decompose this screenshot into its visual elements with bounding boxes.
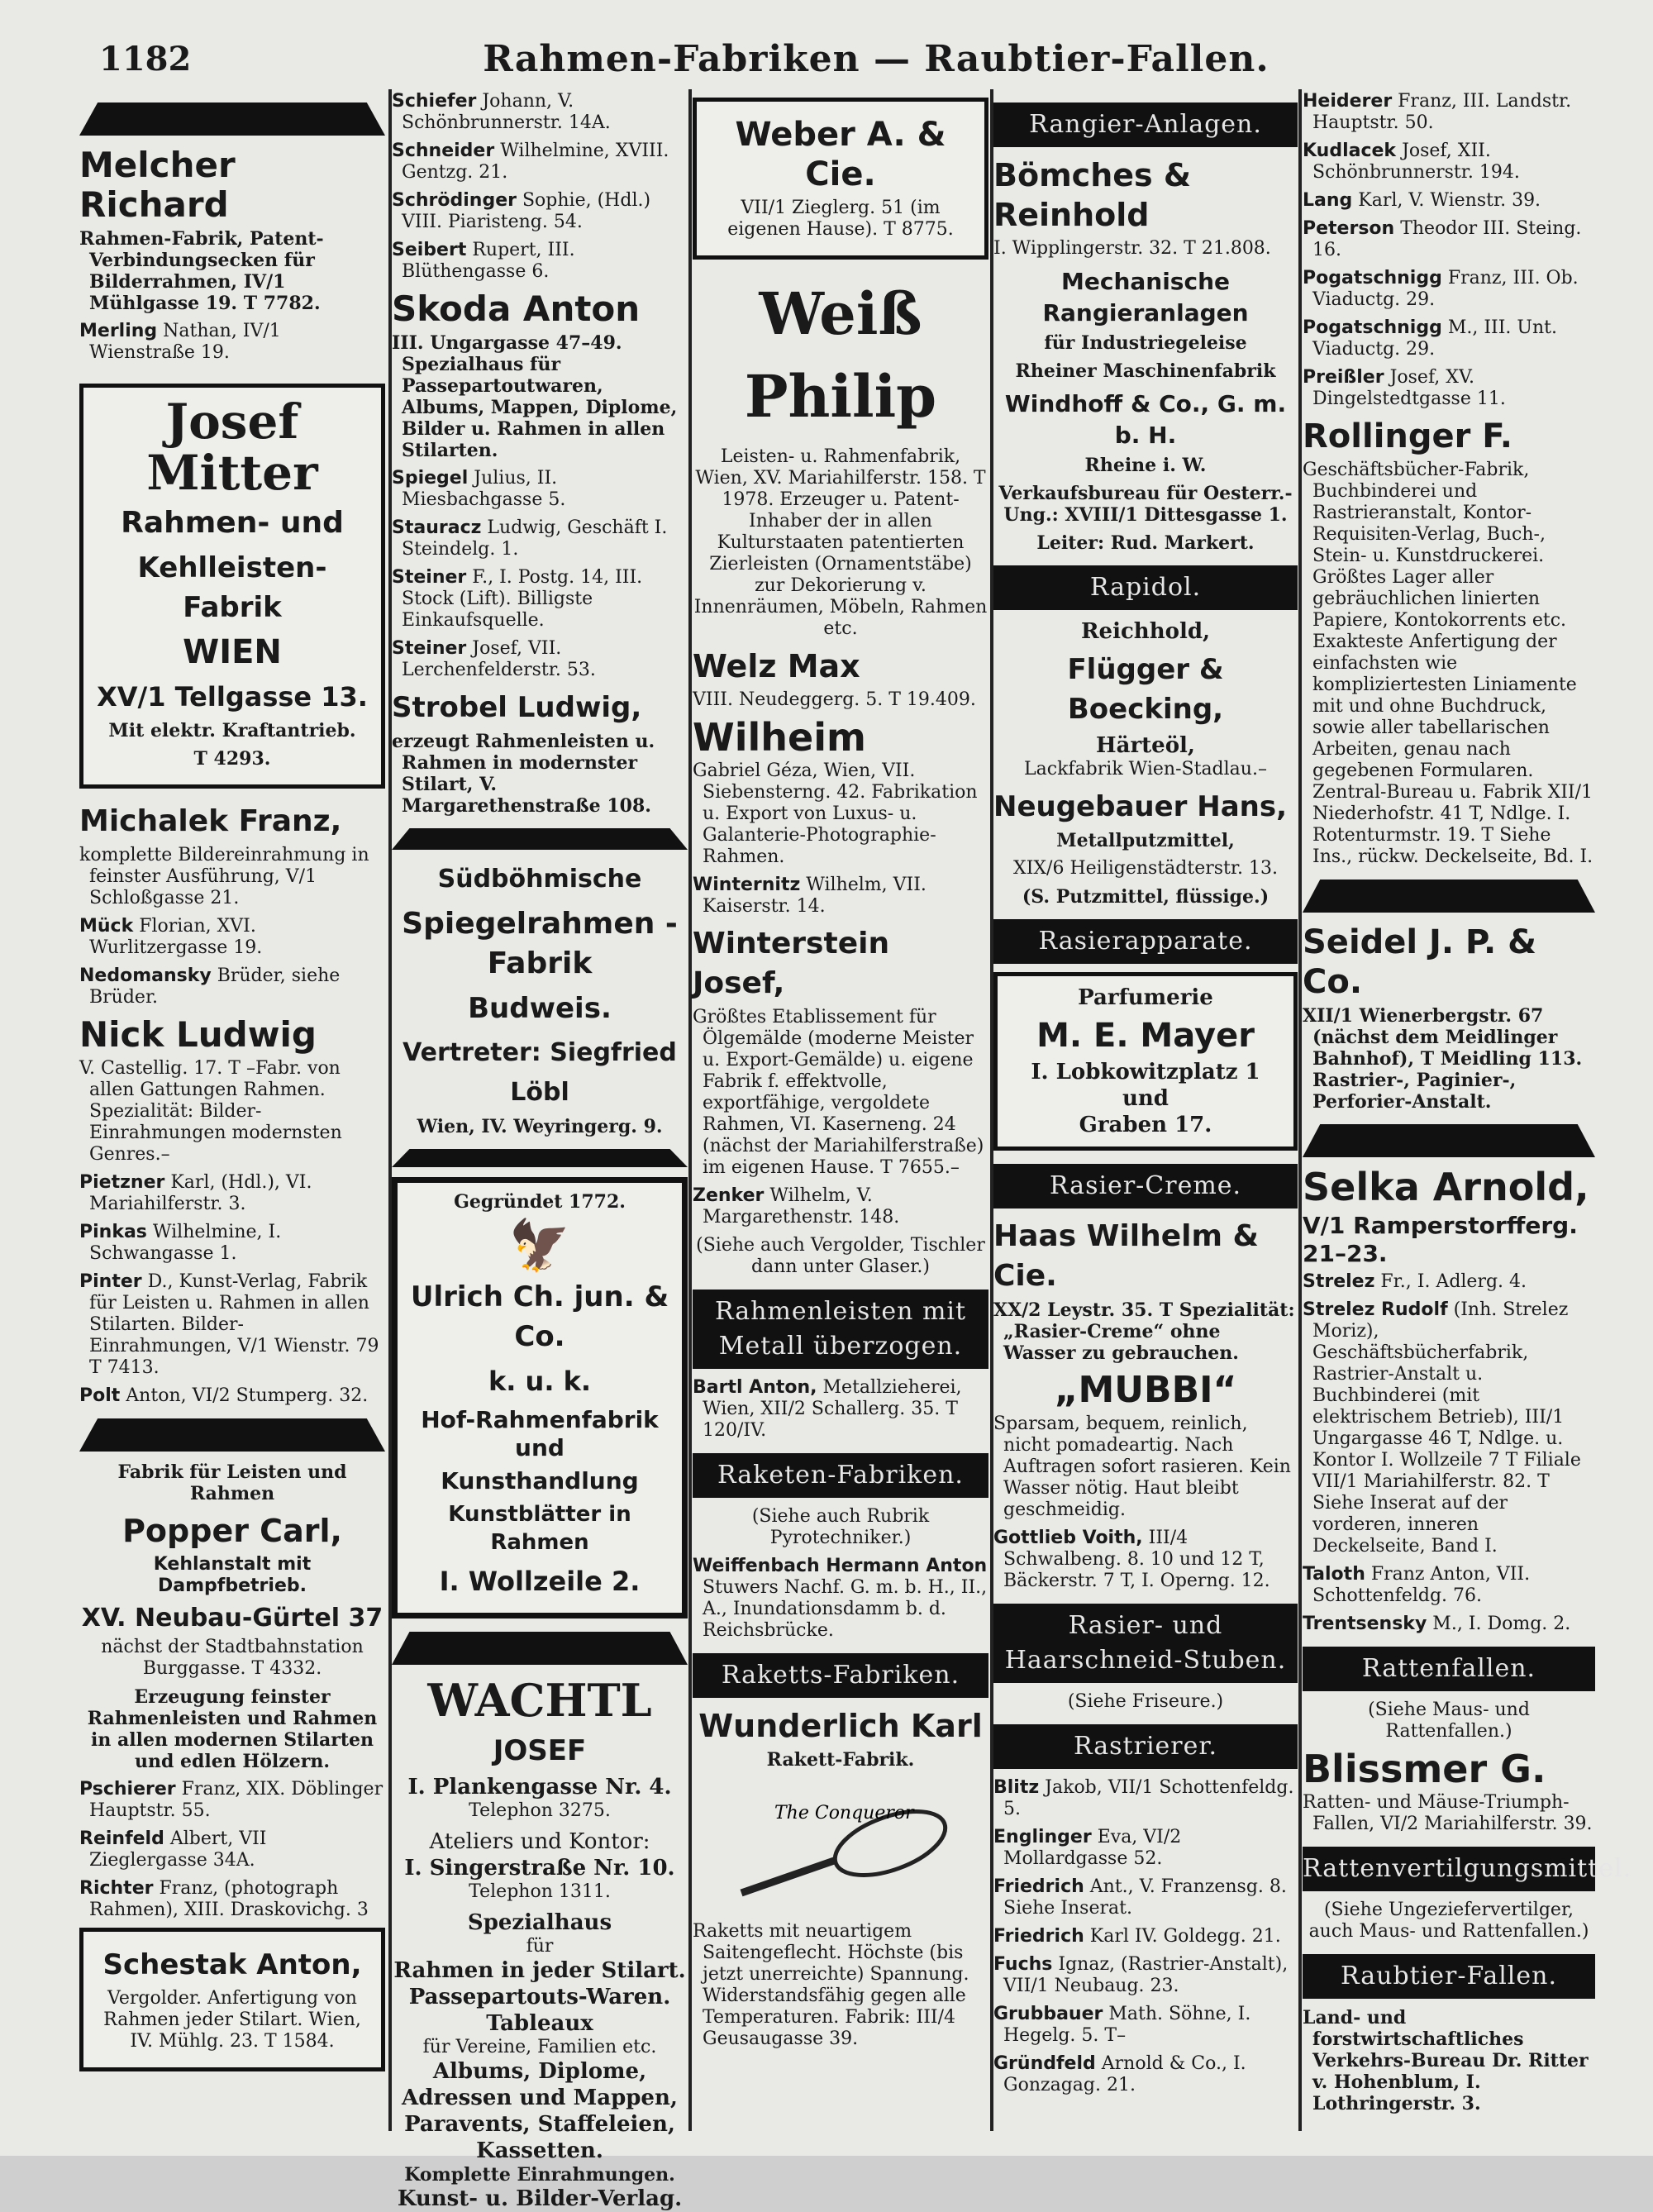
ad-line: Parfumerie — [1078, 985, 1213, 1010]
listing-text: D., Kunst-Verlag, Fabrik für Leisten u. Rahmen in allen Stilarten. Bilder-Einrahmungen, V/1 Wienstr. 79 T 7413. — [89, 1271, 379, 1378]
listing-name: Stauracz — [392, 517, 482, 538]
page-title: Rahmen-Fabriken — Raubtier-Fallen. — [483, 38, 1270, 80]
listing-entry — [392, 567, 688, 632]
listing-text: Arnold & Co., I. Gonzagag. 21. — [1003, 2053, 1246, 2095]
ad-line: Leiter: Rud. Markert. — [1036, 532, 1255, 554]
listing-name: Mück — [79, 916, 134, 937]
listing-name: Spiegel — [392, 468, 469, 489]
listing-text: Karl, V. Wienstr. 39. — [1358, 190, 1541, 211]
listing-entry — [79, 1779, 385, 1822]
listing-text: Wilhelmine, XVIII. Gentzg. 21. — [402, 141, 669, 183]
ad-line: Tableaux — [486, 2011, 593, 2036]
listing-entry — [392, 240, 688, 283]
listing-text: Stuwers Nachf. G. m. b. H., II., A., Inundationsdamm b. d. Reichsbrücke. — [703, 1577, 988, 1641]
listing-name: Zenker — [693, 1185, 765, 1206]
ad-name: Popper Carl, — [122, 1513, 342, 1549]
listing-strobel — [392, 688, 688, 817]
listing-name: Michalek Franz, — [79, 804, 342, 838]
listing-name: Gottlieb Voith, — [993, 1528, 1143, 1548]
ad-ulrich — [392, 1177, 688, 1618]
ad-line: Mechanische Rangieranlagen — [1042, 268, 1249, 327]
ad-line: Windhoff & Co., G. m. b. H. — [1004, 390, 1287, 449]
column-2 — [392, 91, 688, 2211]
listing-text: VIII. Neudeggerg. 5. T 19.409. — [693, 689, 976, 710]
listing-name: Pinkas — [79, 1222, 147, 1242]
listing-name: Merling — [79, 321, 158, 341]
ad-line: Rakett-Fabrik. — [766, 1749, 915, 1771]
listing-entry — [1303, 141, 1595, 184]
listing-entry — [993, 1926, 1298, 1947]
ad-text: Raketts mit neuartigem Saitengeflecht. Höchste (bis jetzt unerreichte) Spannung. Widerstandsfähig gegen alle Temperaturen. Fabrik: III/4 Geusaugasse 39. — [693, 1921, 969, 2049]
listing-entry — [1303, 1271, 1595, 1293]
listing-melcher — [79, 145, 385, 314]
listing-name: Englinger — [993, 1827, 1092, 1847]
listing-text: Florian, XVI. Wurlitzergasse 19. — [89, 916, 263, 958]
listing-entry — [392, 91, 688, 134]
listing-text: M., I. Domg. 2. — [1432, 1614, 1571, 1634]
ornament-bar — [392, 1632, 688, 1665]
column-1 — [79, 91, 385, 2124]
listing-text: Anton, VI/2 Stumperg. 32. — [126, 1385, 369, 1406]
listing-name: Richter — [79, 1878, 154, 1899]
listing-michalek — [79, 802, 385, 909]
listing-name: Reinfeld — [79, 1828, 164, 1849]
listing-subtitle: Metallputzmittel, — [1056, 830, 1235, 851]
listing-name: Blitz — [993, 1777, 1040, 1798]
listing-name: Kudlacek — [1303, 141, 1397, 161]
section-heading: Rahmenleisten mit Metall überzogen. — [693, 1290, 988, 1369]
section-heading: Rapidol. — [993, 565, 1298, 610]
listing-entry — [1303, 1299, 1595, 1557]
listing-text: Nathan, IV/1 Wienstraße 19. — [89, 321, 281, 363]
ad-line: k. u. k. — [488, 1366, 592, 1397]
listing-entry — [79, 1172, 385, 1215]
listing-entry — [79, 1878, 385, 1921]
ad-line: Passepartouts-Waren. — [408, 1985, 671, 2009]
listing-text: Geschäftsbücher-Fabrik, Buchbinderei und Rastrieranstalt, Kontor-Requisiten-Verlag, Buch-, Stein- u. Kunstdruckerei. Größtes Lager aller gebräuchlichen linierten Papiere, Kontokorrents etc. Exakteste Anfertigung der einfachsten wie kompliziertesten Liniamente mit und ohne Buchdruck, sowie aller tabellarischen Arbeiten, genau nach gegebenen Formularen. Zentral-Bureau u. Fabrik XII/1 Niederhofstr. 41 T, Ndlge. I. Rotenturmstr. 19. T Siehe Ins., rückw. Deckelseite, Bd. I. — [1303, 460, 1593, 867]
listing-text: V. Castellig. 17. T –Fabr. von allen Gattungen Rahmen. Spezialität: Bilder-Einrahmungen modernsten Genres.– — [79, 1058, 342, 1165]
ad-schestak — [79, 1928, 385, 2071]
listing-name: Seibert — [392, 240, 467, 260]
ad-line: für — [526, 1936, 554, 1957]
column-3 — [693, 91, 988, 2124]
ad-reichhold — [993, 618, 1298, 780]
ad-line: Wien, IV. Weyringerg. 9. — [417, 1116, 663, 1137]
ad-line: Ateliers und Kontor: — [429, 1829, 650, 1854]
listing-welz — [693, 646, 988, 711]
brand-label: The Conqueror — [774, 1803, 914, 1823]
listing-text: Josef, XV. Dingelstedtgasse 11. — [1312, 367, 1506, 409]
listing-haas — [993, 1217, 1298, 1364]
listing-name: Neugebauer Hans, — [993, 790, 1288, 823]
listing-merling — [79, 321, 385, 364]
ad-spiegelrahmen — [392, 860, 688, 1137]
listing-name: Steiner — [392, 567, 467, 588]
ad-rangieranlagen — [993, 266, 1298, 554]
ad-line: Graben 17. — [1079, 1113, 1212, 1137]
ad-line: VII/1 Zieglerg. 51 (im eigenen Hause). T 8775. — [727, 198, 954, 240]
section-heading: Raketen-Fabriken. — [693, 1453, 988, 1498]
listing-text: XX/2 Leystr. 35. T Spezialität: „Rasier-Creme“ ohne Wasser zu gebrauchen. — [993, 1299, 1295, 1364]
listing-text: Josef, XII. Schönbrunnerstr. 194. — [1312, 141, 1520, 183]
section-heading: Rastrierer. — [993, 1724, 1298, 1769]
listing-entry — [392, 517, 688, 560]
ad-selka — [1303, 1167, 1595, 1268]
listing-name: Pinter — [79, 1271, 142, 1292]
ad-line: Josef Mitter — [146, 393, 318, 501]
ad-line: Vergolder. Anfertigung von Rahmen jeder Stilart. Wien, IV. Mühlg. 23. T 1584. — [103, 1988, 361, 2052]
ad-line: Rahmen in jeder Stilart. — [393, 1958, 686, 1983]
ad-line: für Vereine, Familien etc. — [422, 2037, 657, 2057]
ad-name: Schestak Anton, — [102, 1948, 362, 1981]
listing-entry — [79, 916, 385, 959]
section-heading: Raketts-Fabriken. — [693, 1653, 988, 1698]
ornament-bar — [1303, 1124, 1595, 1157]
listing-name: Pogatschnigg — [1303, 317, 1442, 338]
ad-line: I. Singerstraße Nr. 10. — [404, 1856, 675, 1881]
ad-line: Gegründet 1772. — [454, 1191, 626, 1213]
listing-text: Josef, VII. Lerchenfelderstr. 53. — [402, 638, 596, 680]
ad-line: Ulrich Ch. jun. & Co. — [410, 1280, 669, 1353]
listing-name: Nedomansky — [79, 965, 212, 986]
listing-text: Rahmen-Fabrik, Patent-Verbindungsecken für Bilderrahmen, IV/1 Mühlgasse 19. T 7782. — [79, 228, 324, 314]
listing-entry — [1303, 218, 1595, 261]
listing-name: Lang — [1303, 190, 1353, 211]
page-number: 1182 — [99, 40, 192, 79]
section-heading: Rasier-Creme. — [993, 1164, 1298, 1208]
listing-text: Karl, (Hdl.), VI. Mariahilferstr. 3. — [89, 1172, 312, 1214]
listing-name: Pietzner — [79, 1172, 165, 1193]
listing-text: komplette Bildereinrahmung in feinster Ausführung, V/1 Schloßgasse 21. — [79, 845, 369, 908]
listing-boemches — [993, 155, 1298, 260]
listing-text: Gabriel Géza, Wien, VII. Siebensterng. 42. Fabrikation u. Export von Luxus- u. Galanterie-Photographie-Rahmen. — [693, 760, 978, 867]
listing-winterstein — [693, 924, 988, 1179]
ad-name: Selka Arnold, — [1303, 1165, 1589, 1209]
listing-name: Strelez Rudolf — [1303, 1299, 1448, 1320]
ad-name: „MUBBI“ — [1054, 1369, 1237, 1411]
page-header — [0, 33, 1653, 83]
cross-reference: (Siehe auch Rubrik Pyrotechniker.) — [751, 1506, 930, 1548]
listing-entry — [993, 1954, 1298, 1997]
listing-entry — [1303, 1614, 1595, 1635]
listing-name: Rollinger F. — [1303, 417, 1512, 455]
ad-mubbi — [993, 1371, 1298, 1592]
listing-text: Franz, (photograph Rahmen), XIII. Draskovichg. 3 — [89, 1878, 369, 1920]
listing-name: Strobel Ludwig, — [392, 691, 642, 724]
ad-line: Budweis. — [468, 992, 612, 1025]
section-heading: Rattenfallen. — [1303, 1647, 1595, 1691]
ad-address: XV. Neubau-Gürtel 37 — [81, 1604, 383, 1633]
listing-entry — [79, 1385, 385, 1407]
ad-line: Flügger & Boecking, — [1067, 653, 1224, 726]
listing-name: Pogatschnigg — [1303, 268, 1442, 288]
listing-text: F., I. Postg. 14, III. Stock (Lift). Billigste Einkaufsquelle. — [402, 567, 643, 631]
ad-line: Spezialhaus — [467, 1910, 612, 1935]
listing-name: Wilheim — [693, 715, 866, 760]
listing-text: I. Wipplingerstr. 32. T 21.808. — [993, 238, 1271, 259]
ad-line: Fabrik für Leisten und Rahmen — [117, 1461, 347, 1504]
listing-name: Pschierer — [79, 1779, 176, 1800]
ornament-bar — [392, 828, 688, 850]
listing-text: III. Ungargasse 47–49. Spezialhaus für Passepartoutwaren, Albums, Mappen, Diplome, Bilder u. Rahmen in allen Stilarten. — [392, 332, 678, 461]
listing-name: Haas Wilhelm & Cie. — [993, 1219, 1259, 1293]
ad-line: Rheine i. W. — [1084, 455, 1207, 476]
listing-entry — [1303, 190, 1595, 212]
listing-name: Peterson — [1303, 218, 1395, 239]
listing-bartl — [693, 1377, 988, 1442]
listing-name: Taloth — [1303, 1564, 1365, 1585]
listing-text: Rupert, III. Blüthengasse 6. — [402, 240, 575, 282]
listing-name: Schneider — [392, 141, 495, 161]
listing-name: Melcher Richard — [79, 145, 236, 225]
listing-entry — [993, 1827, 1298, 1870]
ad-name: Seidel J. P. & Co. — [1303, 923, 1537, 1001]
listing-name: Weiffenbach Hermann Anton — [693, 1556, 988, 1576]
listing-entry — [79, 1828, 385, 1871]
column-5 — [1303, 91, 1632, 2124]
eagle-emblem-icon: 🦅 — [508, 1217, 571, 1275]
ad-mitter — [79, 384, 385, 789]
section-heading: Rattenvertilgungsmittel. — [1303, 1847, 1595, 1891]
listing-name: Bömches & Reinhold — [993, 157, 1192, 233]
ad-line: für Industriegeleise — [1044, 332, 1247, 354]
tennis-racket-icon — [717, 1785, 965, 1909]
listing-name: Nick Ludwig — [79, 1014, 317, 1055]
ad-line: Kunst- u. Bilder-Verlag. — [397, 2186, 683, 2211]
listing-entry: Land- und forstwirtschaftliches Verkehrs-Bureau Dr. Ritter v. Hohenblum, I. Lothringerstr. 3. — [1303, 2007, 1589, 2114]
listing-text: Julius, II. Miesbachgasse 5. — [402, 468, 566, 510]
section-heading: Rasierapparate. — [993, 919, 1298, 964]
listing-name: Gründfeld — [993, 2053, 1096, 2074]
ad-popper — [79, 1461, 385, 1772]
listing-text: III/4 Schwalbeng. 8. 10 und 12 T, Bäckerstr. 7 T, I. Operng. 12. — [1003, 1528, 1270, 1591]
ad-name: Weber A. & Cie. — [735, 116, 946, 193]
listing-name: Schiefer — [392, 91, 477, 112]
listing-entry — [993, 1777, 1298, 1820]
listing-text: Franz, XIX. Döblinger Hauptstr. 55. — [89, 1779, 383, 1821]
ad-text: Ratten- und Mäuse-Triumph-Fallen, VI/2 Mariahilferstr. 39. — [1303, 1792, 1593, 1834]
listing-name: Trentsensky — [1303, 1614, 1427, 1634]
ad-line: XV/1 Tellgasse 13. — [97, 681, 368, 713]
listing-text: Johann, V. Schönbrunnerstr. 14A. — [402, 91, 611, 133]
column-rule — [688, 89, 692, 2131]
ornament-bar — [1303, 880, 1595, 913]
ad-weiss-name: Weiß Philip — [744, 279, 937, 431]
ad-wachtl — [392, 1675, 688, 2212]
cross-reference: (S. Putzmittel, flüssige.) — [1022, 886, 1270, 908]
ad-line: I. Wollzeile 2. — [439, 1566, 641, 1597]
ad-line: Reichhold, — [1080, 619, 1211, 644]
listing-text: Ignaz, (Rastrier-Anstalt), VII/1 Neubaug. 23. — [1003, 1954, 1289, 1996]
ad-line: Kehlanstalt mit Dampfbetrieb. — [153, 1554, 312, 1596]
ornament-bar — [79, 102, 385, 136]
ad-line: Härteöl, — [1096, 733, 1195, 758]
listing-text: Eva, VI/2 Mollardgasse 52. — [1003, 1827, 1182, 1869]
section-heading: Rasier- und Haarschneid-Stuben. — [993, 1604, 1298, 1683]
ad-line: Adressen und Mappen, — [402, 2086, 678, 2110]
listing-entry — [79, 1222, 385, 1265]
listing-name: Skoda Anton — [392, 288, 641, 329]
ad-line: Kunsthandlung — [441, 1467, 639, 1495]
listing-text: Albert, VII Zieglergasse 34A. — [89, 1828, 267, 1871]
ad-line: M. E. Mayer — [1036, 1017, 1255, 1055]
listing-entry — [993, 2053, 1298, 2096]
ad-line: Rheiner Maschinenfabrik — [1015, 360, 1276, 382]
listing-entry — [392, 468, 688, 511]
listing-entry — [693, 1185, 988, 1228]
ad-line: I. Plankengasse Nr. 4. — [407, 1775, 672, 1800]
listing-entry — [993, 2004, 1298, 2047]
ad-line: Rahmen- und — [121, 506, 344, 540]
ad-line: Erzeugung feinster Rahmenleisten und Rahmen in allen modernen Stilarten und edlen Hölzern. — [87, 1686, 378, 1772]
ad-name: Blissmer G. — [1303, 1747, 1546, 1791]
ad-line: Telephon 3275. — [469, 1800, 611, 1821]
listing-text: Ant., V. Franzensg. 8. Siehe Inserat. — [1003, 1876, 1287, 1919]
ad-line: Kassetten. — [476, 2138, 603, 2163]
ad-weber — [693, 98, 988, 260]
ad-text: Sparsam, bequem, reinlich, nicht pomadeartig. Nach Auftragen sofort rasieren. Kein Wasser nötig. Haut bleibt geschmeidig. — [993, 1413, 1291, 1520]
listing-nick — [79, 1015, 385, 1166]
ad-line: Mit elektr. Kraftantrieb. — [108, 720, 356, 741]
listing-name: Steiner — [392, 638, 467, 659]
listing-text: Math. Söhne, I. Hegelg. 5. T– — [1003, 2004, 1251, 2046]
ad-seidel — [1303, 922, 1595, 1113]
ad-line: Komplette Einrahmungen. — [404, 2164, 675, 2186]
ornament-bar — [79, 1418, 385, 1452]
listing-name: Polt — [79, 1385, 121, 1406]
listing-text: Franz, III. Ob. Viaductg. 29. — [1312, 268, 1579, 310]
ad-line: Paravents, Staffeleien, — [404, 2112, 675, 2137]
listing-name: Preißler — [1303, 367, 1384, 388]
ad-mayer — [993, 972, 1298, 1151]
listing-entry — [392, 638, 688, 681]
listing-wilheim — [693, 717, 988, 868]
listing-text: Wilhelm, VII. Kaiserstr. 14. — [703, 875, 927, 917]
ad-line: I. Lobkowitzplatz 1 und — [1031, 1060, 1260, 1111]
listing-name: Friedrich — [993, 1926, 1084, 1947]
ad-line: Kehlleisten-Fabrik — [137, 551, 327, 624]
listing-skoda — [392, 289, 688, 461]
listing-entry — [79, 965, 385, 1008]
cross-reference: (Siehe auch Vergolder, Tischler dann unter Glaser.) — [696, 1235, 985, 1277]
ad-line: Spiegelrahmen - Fabrik — [402, 907, 678, 980]
listing-name: Schrödinger — [392, 190, 517, 211]
ad-line: WIEN — [183, 633, 282, 671]
ad-line: JOSEF — [493, 1734, 587, 1767]
listing-text: Theodor III. Steing. 16. — [1312, 218, 1582, 260]
listing-entry — [993, 1876, 1298, 1919]
cross-reference: (Siehe Maus- und Rattenfallen.) — [1368, 1700, 1530, 1742]
listing-text: Größtes Etablissement für Ölgemälde (moderne Meister u. Export-Gemälde) u. eigene Fabrik f. effektvolle, exportfähige, vergoldete Rahmen, VI. Kaserneng. 24 (nächst der Mariahilferstraße) im eigenen Hause. T 7655.– — [693, 1007, 984, 1178]
section-heading: Rangier-Anlagen. — [993, 102, 1298, 147]
listing-entry — [1303, 317, 1595, 360]
ad-wunderlich — [693, 1706, 988, 2050]
listing-text: Franz, III. Landstr. Hauptstr. 50. — [1312, 91, 1572, 133]
listing-weiffenbach — [693, 1556, 988, 1642]
ad-name: Wunderlich Karl — [698, 1708, 983, 1744]
listing-name: Heiderer — [1303, 91, 1393, 112]
column-rule — [1298, 89, 1302, 2131]
listing-entry — [79, 1271, 385, 1379]
listing-entry — [1303, 91, 1595, 134]
ad-text: XII/1 Wienerbergstr. 67 (nächst dem Meidlinger Bahnhof), T Meidling 113. Rastrier-, Paginier-, Perforier-Anstalt. — [1303, 1005, 1583, 1113]
listing-name: Strelez — [1303, 1271, 1375, 1292]
listing-rollinger — [1303, 417, 1595, 868]
ad-line: nächst der Stadtbahnstation Burggasse. T 4332. — [101, 1637, 364, 1679]
listing-entry — [1303, 367, 1595, 410]
ad-line: WACHTL — [427, 1674, 652, 1727]
listing-text: Wilhelmine, I. Schwangasse 1. — [89, 1222, 282, 1264]
listing-entry — [1303, 268, 1595, 311]
listing-name: Fuchs — [993, 1954, 1053, 1975]
listing-name: Bartl Anton, — [693, 1377, 817, 1398]
ad-line: Verkaufsbureau für Oesterr.-Ung.: XVIII/1 Dittesgasse 1. — [998, 483, 1293, 526]
listing-text: Wilhelm, V. Margarethenstr. 148. — [703, 1185, 900, 1228]
listing-name: Winterstein Josef, — [693, 927, 890, 1000]
listing-entry — [392, 190, 688, 233]
ad-blissmer — [1303, 1749, 1595, 1835]
ad-line: Südböhmische — [437, 865, 642, 894]
section-heading: Raubtier-Fallen. — [1303, 1954, 1595, 1999]
ad-line: T 4293. — [193, 748, 271, 770]
listing-text: Fr., I. Adlerg. 4. — [1380, 1271, 1527, 1292]
cross-reference: (Siehe Ungeziefervertilger, auch Maus- und Rattenfallen.) — [1308, 1900, 1589, 1942]
cross-reference: (Siehe Friseure.) — [1067, 1691, 1224, 1712]
listing-text: Jakob, VII/1 Schottenfeldg. 5. — [1003, 1777, 1294, 1819]
listing-entry — [392, 141, 688, 184]
ad-line: Hof-Rahmenfabrik und — [421, 1406, 659, 1461]
listing-text: Brüder, siehe Brüder. — [89, 965, 341, 1008]
ad-line: Vertreter: Siegfried Löbl — [403, 1038, 677, 1107]
listing-name: Winternitz — [693, 875, 801, 895]
listing-text: Karl IV. Goldegg. 21. — [1089, 1926, 1281, 1947]
listing-text: M., III. Unt. Viaductg. 29. — [1312, 317, 1557, 360]
ornament-bar — [392, 1149, 688, 1167]
listing-entry — [1303, 1564, 1595, 1607]
ad-line: Kunstblätter in Rahmen — [448, 1502, 631, 1555]
listing-text: (Inh. Strelez Moriz), Geschäftsbücherfabrik, Rastrier-Anstalt u. Buchbinderei (mit elektrischem Betrieb), III/1 Ungargasse 46 T, Ndlge. u. Kontor I. Wollzeile 7 T Filiale VII/1 Mariahilferstr. 82. T Siehe Inserat auf der vorderen, inneren Deckelseite, Band I. — [1312, 1299, 1581, 1557]
listing-text: Metallzieherei, Wien, XII/2 Schallerg. 35. T 120/IV. — [703, 1377, 962, 1441]
column-4 — [993, 91, 1298, 2124]
ad-line: Lackfabrik Wien-Stadlau.– — [1024, 759, 1267, 779]
listing-neugebauer — [993, 787, 1298, 908]
ad-address: V/1 Ramperstorfferg. 21–23. — [1303, 1212, 1578, 1267]
ad-line: Telephon 1311. — [469, 1881, 611, 1902]
listing-name: Friedrich — [993, 1876, 1084, 1897]
listing-text: Franz Anton, VII. Schottenfeldg. 76. — [1312, 1564, 1531, 1606]
listing-entry — [693, 875, 988, 918]
listing-text: XIX/6 Heiligenstädterstr. 13. — [1013, 858, 1278, 879]
ad-line: Albums, Diplome, — [432, 2059, 647, 2084]
listing-name: Grubbauer — [993, 2004, 1103, 2024]
listing-name: Welz Max — [693, 648, 860, 684]
listing-text: erzeugt Rahmenleisten u. Rahmen in modernster Stilart, V. Margarethenstraße 108. — [392, 731, 655, 817]
listing-text: Ludwig, Geschäft I. Steindelg. 1. — [402, 517, 668, 560]
listing-text: Sophie, (Hdl.) VIII. Piaristeng. 54. — [402, 190, 651, 232]
ad-weiss-text: Leisten- u. Rahmenfabrik, Wien, XV. Mariahilferstr. 158. T 1978. Erzeuger u. Patent-Inhaber der in allen Kulturstaaten patentierten Zierleisten (Ornamentstäbe) zur Dekorierung v. Innenräumen, Möbeln, Rahmen etc. — [693, 446, 988, 639]
